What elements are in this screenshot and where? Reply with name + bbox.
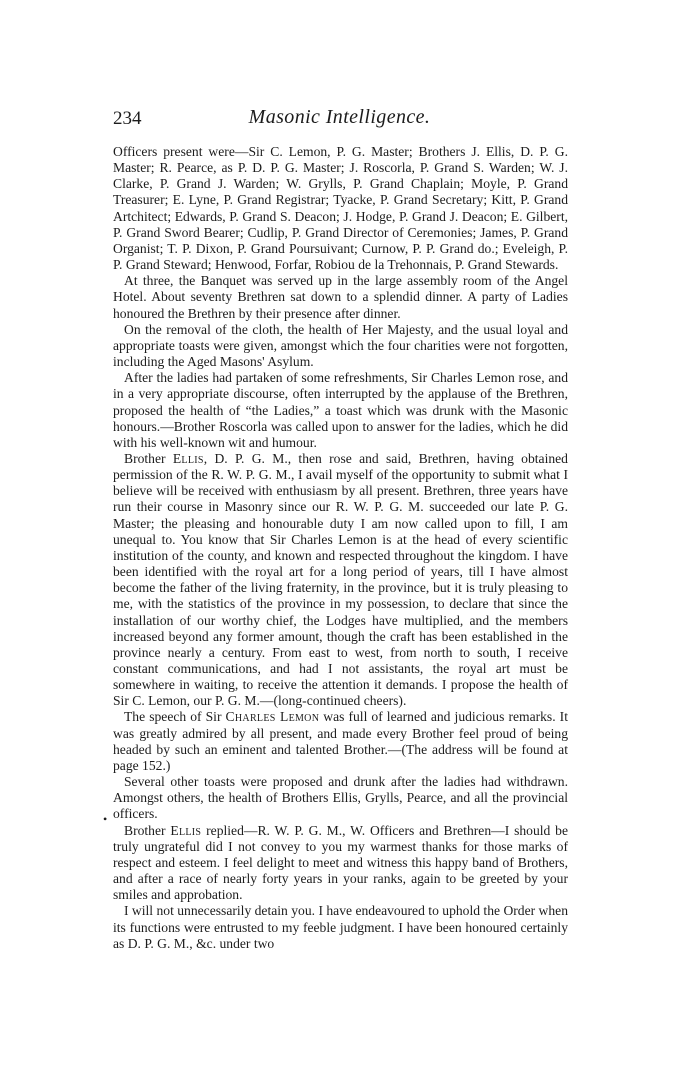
paragraph-rest: replied—R. W. P. G. M., W. Officers and Brethren—I should be truly ungrateful did I not convey to you my warmest thanks for those marks of respect and esteem. I feel delight to meet and witness this happy band of Brothers, and after a race of nearly forty years in your ranks, again to be greeted by your smiles and approbation. [113, 822, 568, 903]
paragraph-banquet: At three, the Banquet was served up in the large assembly room of the Angel Hotel. About seventy Brethren sat down to a splendid dinner. A party of Ladies honoured the Brethren by their presence after dinner. [113, 273, 568, 321]
paragraph-rest: was full of learned and judicious remarks. It was greatly admired by all present, and made every Brother feel proud of being headed by such an eminent and talented Brother.—(The address will be found at page 152.) [113, 709, 568, 773]
page-number: 234 [113, 108, 142, 129]
paragraph-rest: , D. P. G. M., then rose and said, Brethren, having obtained permission of the R. W. P. G. M., I avail myself of the opportunity to submit what I believe will be received with enthusiasm by all present. Brethren, three years have run their course in Masonry since our R. W. P. G. M. succeeded our late P. G. Master; the pleasing and honourable duty I am now called upon to fill, I am unequal to. You know that Sir Charles Lemon is at the head of every scientific institution of the county, and known and respected throughout the kingdom. I have been identified with the royal art for a long period of years, till I have almost become the father of the living fraternity, in the province, but it is truly pleasing to me, with the statistics of the province in my possession, to declare that since the installation of our worthy chief, the Lodges have multiplied, and the members increased beyond any former amount, though the craft has been established in the province nearly a century. From east to west, from north to south, I receive constant communications, and had I not assistants, the royal art must be somewhere in waiting, to receive the attention it demands. I propose the health of Sir C. Lemon, our P. G. M.—(long-continued cheers). [113, 450, 568, 709]
body-text [113, 144, 568, 952]
speaker-name: Ellis [172, 450, 204, 466]
paragraph-ladies: After the ladies had partaken of some refreshments, Sir Charles Lemon rose, and in a very appropriate discourse, often interrupted by the applause of the Brethren, proposed the health of “the Ladies,” a toast which was drunk with the Masonic honours.—Brother Roscorla was called upon to answer for the ladies, which he did with his well-known wit and humour. [113, 370, 568, 450]
page-header [0, 104, 679, 134]
running-title: Masonic Intelligence. [248, 106, 431, 128]
speaker-name: Charles Lemon [225, 709, 320, 725]
paragraph-lead: Brother [124, 822, 171, 838]
margin-mark: • [103, 812, 108, 826]
speaker-name: Ellis [170, 822, 202, 838]
paragraph-lead: The speech of Sir [124, 709, 226, 725]
paragraph-officers: Officers present were—Sir C. Lemon, P. G. Master; Brothers J. Ellis, D. P. G. Master; R. Pearce, as P. D. P. G. Master; J. Roscorla, P. Grand S. Warden; W. J. Clarke, P. Grand J. Warden; W. Grylls, P. Grand Chaplain; Moyle, P. Grand Treasurer; E. Lyne, P. Grand Registrar; Tyacke, P. Grand Secretary; Kitt, P. Grand Artchitect; Edwards, P. Grand S. Deacon; J. Hodge, P. Grand J. Deacon; E. Gilbert, P. Grand Sword Bearer; Cudlip, P. Grand Director of Ceremonies; James, P. Grand Organist; T. P. Dixon, P. Grand Poursuivant; Curnow, P. P. Grand do.; Eveleigh, P. P. Grand Steward; Henwood, Forfar, Robiou de la Trehonnais, P. Grand Stewards. [113, 144, 568, 273]
paragraph-ellis-reply [113, 823, 568, 904]
paragraph-lead: Brother [124, 450, 173, 466]
paragraph-other-toasts: Several other toasts were proposed and drunk after the ladies had withdrawn. Amongst others, the health of Brothers Ellis, Grylls, Pearce, and all the provincial officers. [113, 774, 568, 822]
paragraph-ellis-speech [113, 451, 568, 710]
paragraph-lemon-speech [113, 709, 568, 774]
paragraph-closing: I will not unnecessarily detain you. I have endeavoured to uphold the Order when its functions were entrusted to my feeble judgment. I have been honoured certainly as D. P. G. M., &c. under two [113, 903, 568, 951]
paragraph-toasts: On the removal of the cloth, the health of Her Majesty, and the usual loyal and appropriate toasts were given, amongst which the four charities were not forgotten, including the Aged Masons' Asylum. [113, 321, 568, 370]
